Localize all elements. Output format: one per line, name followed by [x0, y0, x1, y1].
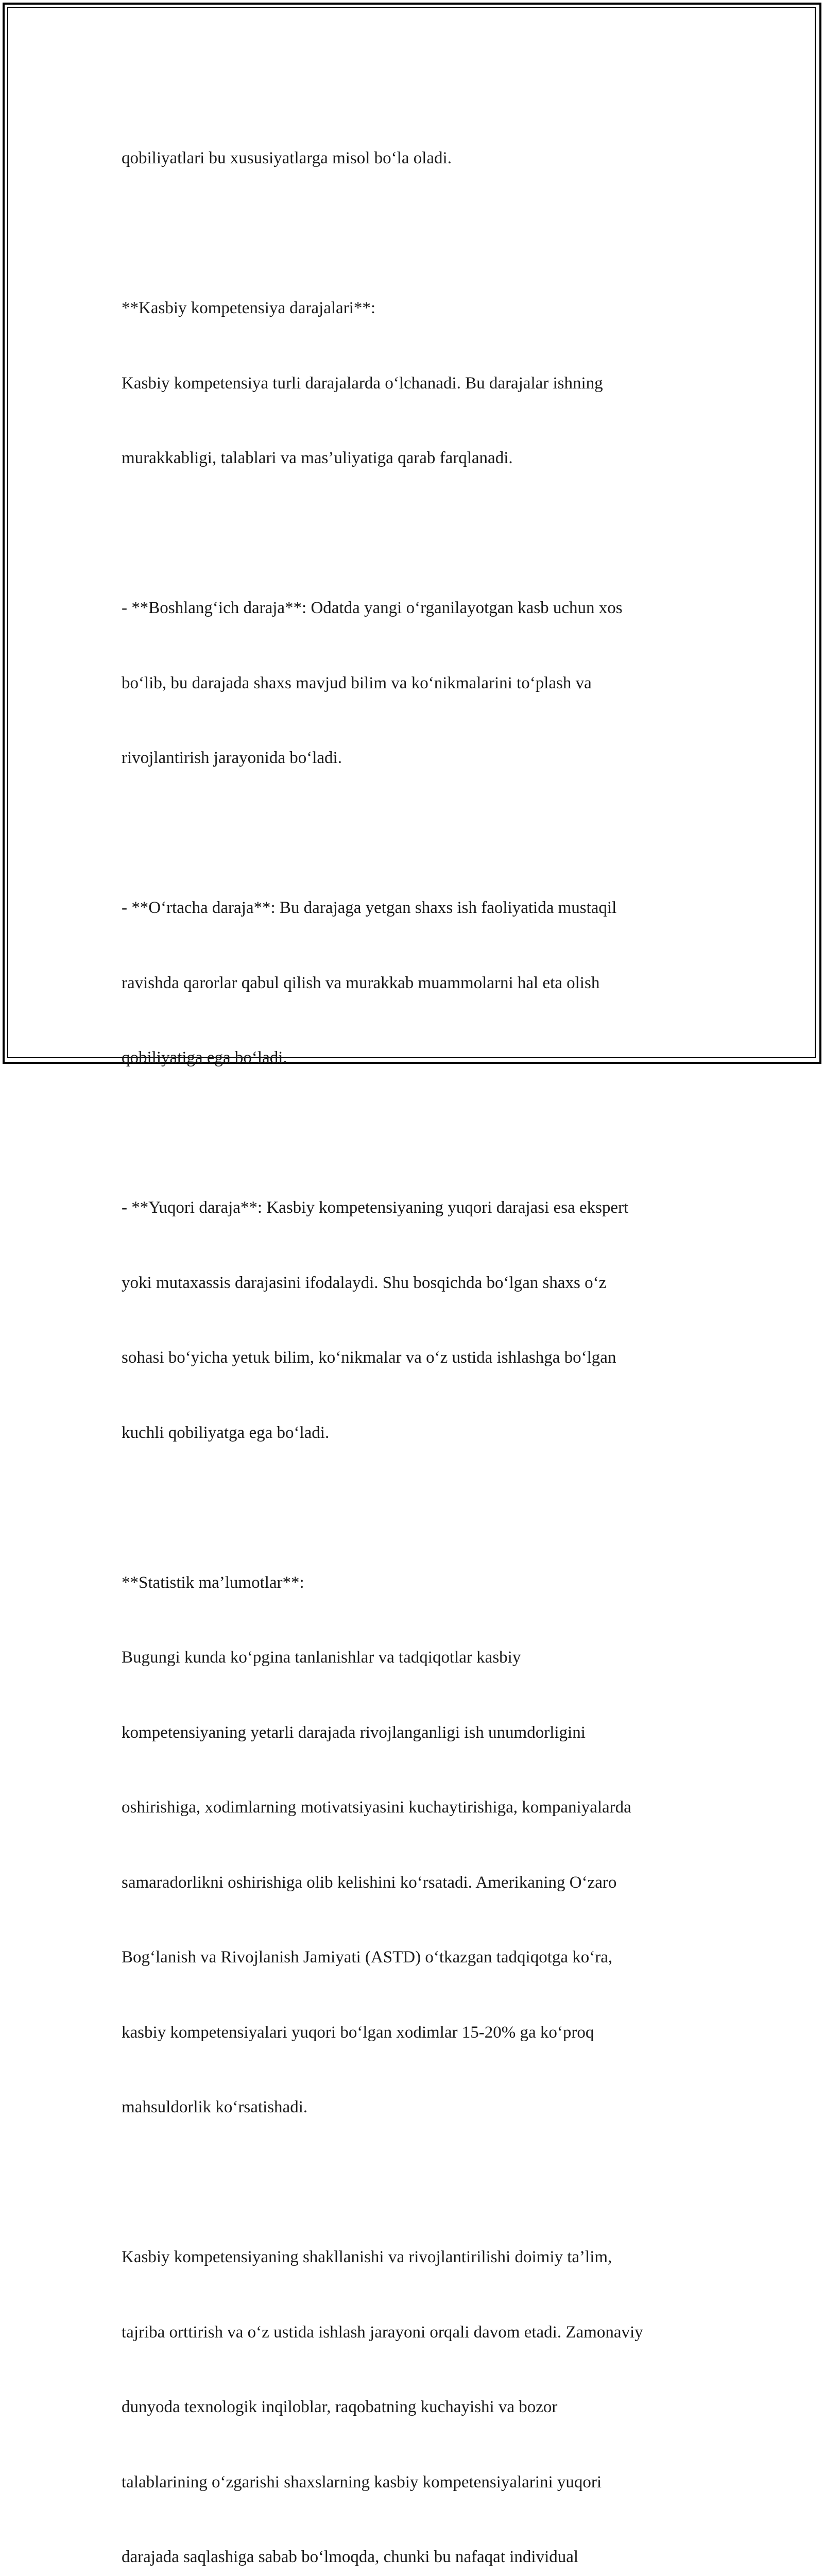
text-line: - **Yuqori daraja**: Kasbiy kompetensiyaning yuqori darajasi esa ekspert: [122, 1198, 629, 1217]
text-line: oshirishiga, xodimlarning motivatsiyasini kuchaytirishiga, kompaniyalarda: [122, 1798, 631, 1817]
text-line: tajriba orttirish va o‘z ustida ishlash jarayoni orqali davom etadi. Zamonaviy: [122, 2323, 643, 2342]
text-line: kompetensiyaning yetarli darajada rivojlanganligi ish unumdorligini: [122, 1723, 586, 1742]
paragraph-intro-continuation: [122, 96, 703, 221]
text-line: Bugungi kunda ko‘pgina tanlanishlar va tadqiqotlar kasbiy: [122, 1648, 521, 1667]
text-line: mahsuldorlik ko‘rsatishadi.: [122, 2098, 308, 2116]
paragraph-conclusion: [122, 2195, 703, 2576]
text-line: qobiliyatiga ega bo‘ladi.: [122, 1048, 287, 1067]
text-line: murakkabligi, talablari va mas’uliyatiga qarab farqlanadi.: [122, 449, 513, 467]
section-heading: **Kasbiy kompetensiya darajalari**:: [122, 299, 376, 317]
text-line: ravishda qarorlar qabul qilish va murakkab muammolarni hal eta olish: [122, 973, 600, 992]
text-line: rivojlantirish jarayonida bo‘ladi.: [122, 749, 342, 767]
list-item-intermediate-level: [122, 845, 703, 1121]
paragraph-statistics: [122, 1520, 703, 2170]
text-line: kuchli qobiliyatga ega bo‘ladi.: [122, 1423, 330, 1442]
text-line: Bog‘lanish va Rivojlanish Jamiyati (ASTD) o‘tkazgan tadqiqotga ko‘ra,: [122, 1948, 613, 1967]
text-line: talablarining o‘zgarishi shaxslarning kasbiy kompetensiyalarini yuqori: [122, 2472, 602, 2492]
document-body: [122, 96, 703, 2576]
text-line: Kasbiy kompetensiyaning shakllanishi va rivojlantirilishi doimiy ta’lim,: [122, 2248, 612, 2266]
list-item-high-level: [122, 1145, 703, 1495]
text-line: qobiliyatlari bu xususiyatlarga misol bo‘la oladi.: [122, 149, 452, 167]
text-line: Kasbiy kompetensiya turli darajalarda o‘lchanadi. Bu darajalar ishning: [122, 374, 603, 393]
section-heading: **Statistik ma’lumotlar**:: [122, 1573, 304, 1592]
text-line: sohasi bo‘yicha yetuk bilim, ko‘nikmalar va o‘z ustida ishlashga bo‘lgan: [122, 1348, 616, 1367]
text-line: dunyoda texnologik inqiloblar, raqobatning kuchayishi va bozor: [122, 2398, 558, 2416]
text-line: - **O‘rtacha daraja**: Bu darajaga yetgan shaxs ish faoliyatida mustaqil: [122, 899, 617, 917]
text-line: darajada saqlashiga sabab bo‘lmoqda, chunki bu nafaqat individual: [122, 2548, 579, 2566]
text-line: - **Boshlang‘ich daraja**: Odatda yangi o‘rganilayotgan kasb uchun xos: [122, 599, 623, 617]
text-line: yoki mutaxassis darajasini ifodalaydi. Shu bosqichda bo‘lgan shaxs o‘z: [122, 1273, 607, 1292]
text-line: samaradorlikni oshirishiga olib kelishini ko‘rsatadi. Amerikaning O‘zaro: [122, 1873, 617, 1892]
list-item-beginner-level: [122, 546, 703, 821]
text-line: bo‘lib, bu darajada shaxs mavjud bilim va ko‘nikmalarini to‘plash va: [122, 673, 592, 692]
paragraph-competence-levels: [122, 246, 703, 521]
text-line: kasbiy kompetensiyalari yuqori bo‘lgan xodimlar 15-20% ga ko‘proq: [122, 2023, 594, 2042]
